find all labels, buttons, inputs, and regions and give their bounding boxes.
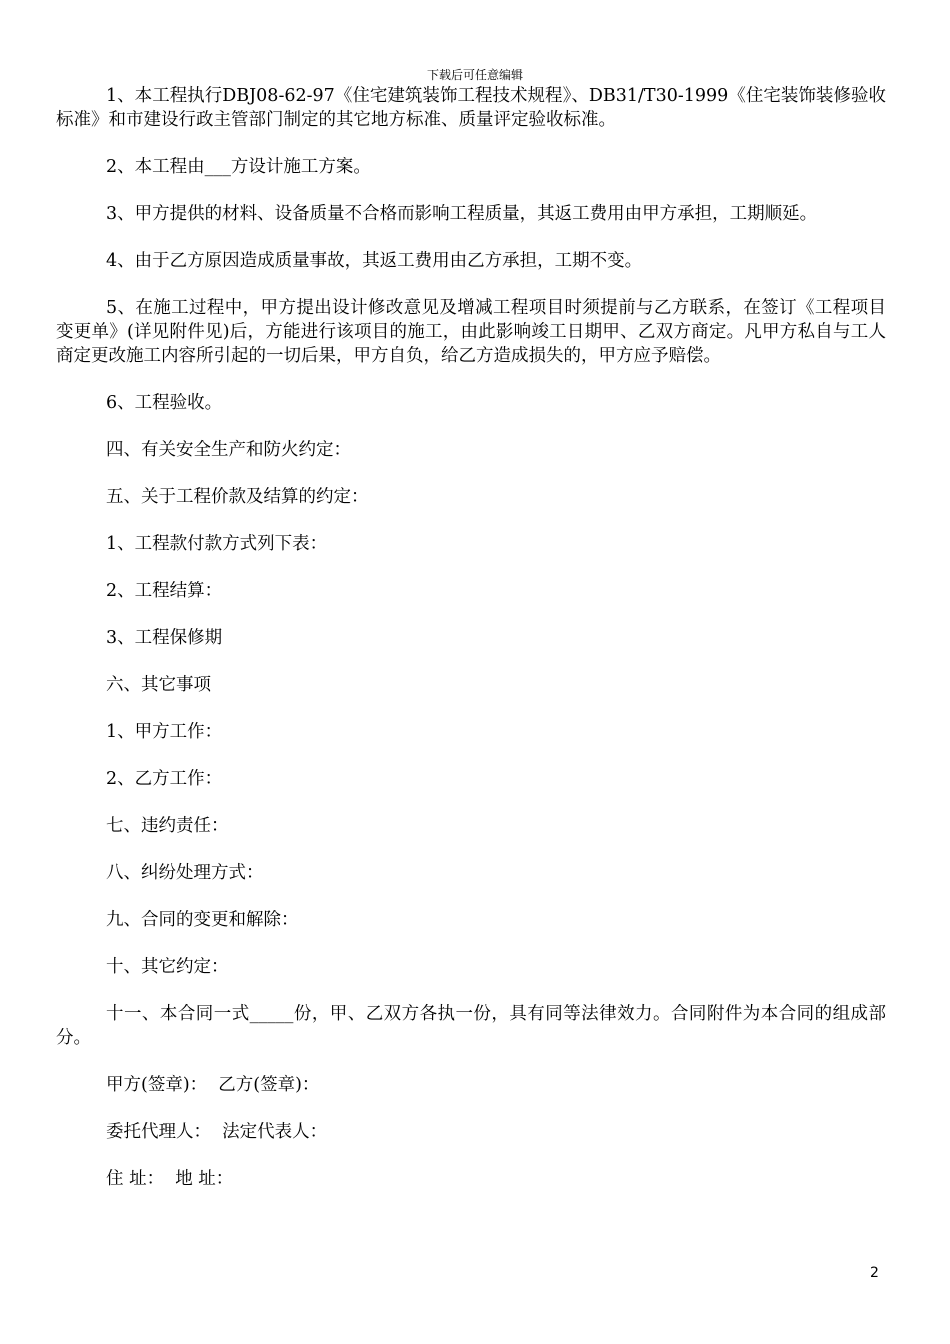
section-payment-heading: 五、关于工程价款及结算的约定： (106, 487, 369, 507)
section-copies-clause: 十一、本合同一式_____份，甲、乙双方各执一份，具有同等法律效力。合同附件为本合同的组成部分。 (56, 1004, 886, 1048)
section-other-matters-heading: 六、其它事项 (106, 675, 211, 695)
page-number: 2 (870, 1265, 879, 1281)
clause-3: 3、甲方提供的材料、设备质量不合格而影响工程质量，其返工费用由甲方承担，工期顺延。 (106, 204, 818, 224)
payment-item-3: 3、工程保修期 (106, 628, 223, 648)
section-safety-heading: 四、有关安全生产和防火约定： (106, 440, 351, 460)
other-item-1: 1、甲方工作： (106, 722, 223, 742)
signature-line: 甲方(签章)： 乙方(签章)： (106, 1075, 320, 1095)
section-liability-heading: 七、违约责任： (106, 816, 229, 836)
address-line: 住 址： 地 址： (106, 1169, 234, 1189)
representative-line: 委托代理人： 法定代表人： (106, 1122, 328, 1142)
document-body (56, 84, 886, 1214)
other-item-2: 2、乙方工作： (106, 769, 223, 789)
clause-6: 6、工程验收。 (106, 393, 223, 413)
clause-5: 5、在施工过程中，甲方提出设计修改意见及增减工程项目时须提前与乙方联系，在签订《工程项目变更单》(详见附件见)后，方能进行该项目的施工，由此影响竣工日期甲、乙双方商定。凡甲方私自与工人商定更改施工内容所引起的一切后果，甲方自负，给乙方造成损失的，甲方应予赔偿。 (56, 298, 886, 366)
header-note: 下载后可任意编辑 (426, 68, 523, 82)
section-dispute-heading: 八、纠纷处理方式： (106, 863, 264, 883)
clause-4: 4、由于乙方原因造成质量事故，其返工费用由乙方承担，工期不变。 (106, 251, 643, 271)
payment-item-2: 2、工程结算： (106, 581, 223, 601)
section-change-heading: 九、合同的变更和解除： (106, 910, 299, 930)
section-other-agreement-heading: 十、其它约定： (106, 957, 229, 977)
clause-2: 2、本工程由___方设计施工方案。 (106, 157, 371, 177)
clause-1: 1、本工程执行DBJ08-62-97《住宅建筑装饰工程技术规程》、DB31/T30-1999《住宅装饰装修验收标准》和市建设行政主管部门制定的其它地方标准、质量评定验收标准。 (56, 86, 886, 130)
payment-item-1: 1、工程款付款方式列下表： (106, 534, 328, 554)
